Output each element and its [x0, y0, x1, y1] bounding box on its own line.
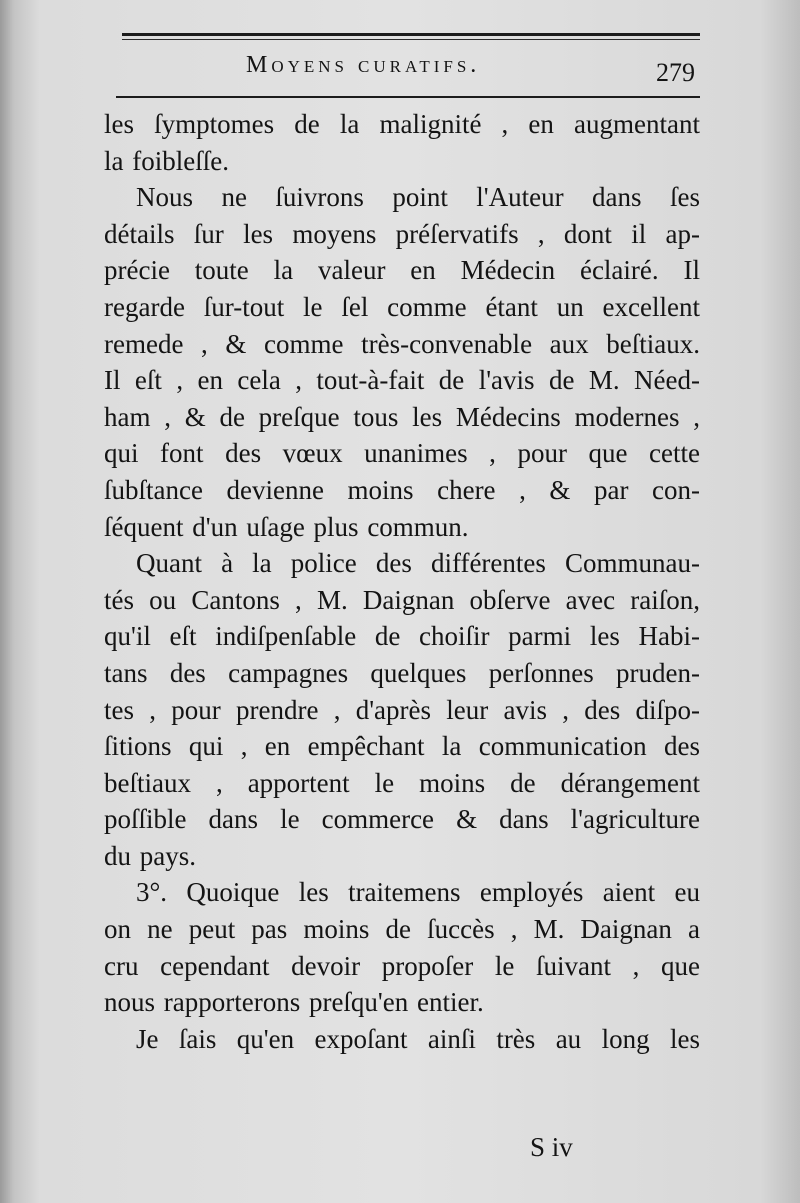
text-line: du pays. — [104, 840, 196, 871]
body-text — [104, 106, 700, 1057]
text-line: Il eſt , en cela , tout-à-fait de l'avis de M. Néed- — [104, 365, 700, 396]
text-line: cru cependant devoir propoſer le ſuivant , que — [104, 950, 700, 981]
text-line: les ſymptomes de la malignité , en augmentant — [104, 109, 700, 139]
text-line: tés ou Cantons , M. Daignan obſerve avec raiſon, — [104, 584, 700, 615]
text-line: Je ſais qu'en expoſant ainſi très au long les — [136, 1023, 700, 1054]
text-line: ſitions qui , en empêchant la communication des — [104, 731, 700, 762]
text-line: précie toute la valeur en Médecin éclairé. Il — [104, 255, 700, 286]
top-rule — [122, 33, 700, 36]
text-line: 3°. Quoique les traitemens employés aient eu — [136, 877, 700, 908]
text-line: qui font des vœux unanimes , pour que cette — [104, 438, 700, 469]
text-line: poſſible dans le commerce & dans l'agriculture — [104, 804, 700, 835]
text-line: qu'il eſt indiſpenſable de choiſir parmi les Habi- — [104, 621, 700, 652]
running-head: Moyens curatifs. — [246, 52, 481, 78]
text-line: la foibleſſe. — [104, 145, 229, 176]
top-rule-thin — [122, 39, 700, 40]
header-rule — [116, 96, 700, 98]
text-line: beſtiaux , apportent le moins de dérangement — [104, 767, 700, 798]
text-line: tes , pour prendre , d'après leur avis , des diſpo- — [104, 694, 700, 725]
text-line: nous rapporterons preſqu'en entier. — [104, 987, 484, 1018]
text-line: regarde ſur-tout le ſel comme étant un excellent — [104, 291, 700, 322]
text-line: ham , & de preſque tous les Médecins modernes , — [104, 401, 700, 432]
text-line: on ne peut pas moins de ſuccès , M. Daignan a — [104, 914, 700, 945]
signature-mark: S iv — [530, 1132, 573, 1162]
page-number: 279 — [656, 58, 695, 87]
text-line: Nous ne ſuivrons point l'Auteur dans ſes — [136, 182, 700, 213]
text-line: détails ſur les moyens préſervatifs , dont il ap- — [104, 218, 700, 249]
text-line: ſubſtance devienne moins chere , & par con- — [104, 474, 700, 505]
text-line: remede , & comme très-convenable aux beſtiaux. — [104, 328, 700, 359]
text-line: Quant à la police des différentes Communau- — [136, 548, 700, 579]
text-line: ſéquent d'un uſage plus commun. — [104, 511, 469, 542]
text-line: tans des campagnes quelques perſonnes pruden- — [104, 657, 700, 688]
